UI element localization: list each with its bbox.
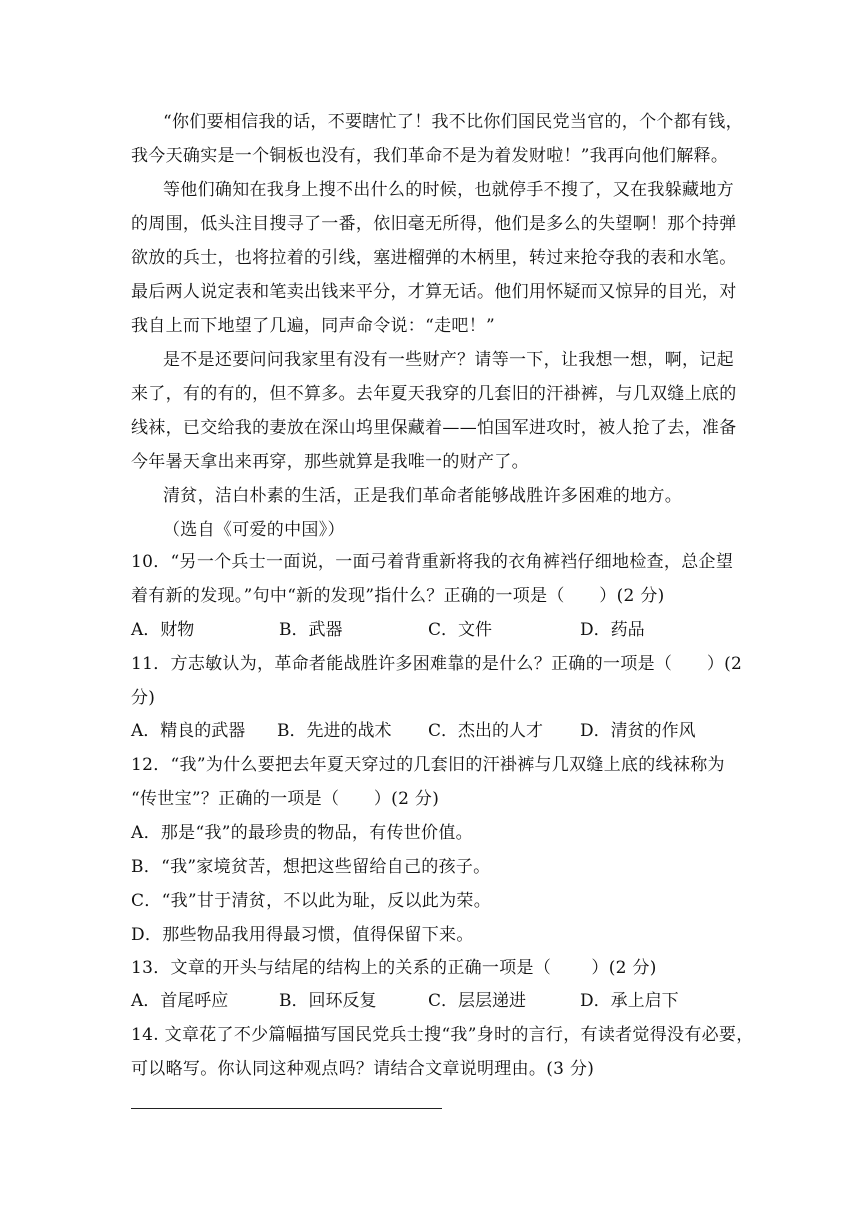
passage-paragraph-2-line-3: 欲放的兵士，也将拉着的引线，塞进榴弹的木柄里，转过来抢夺我的表和水笔。 (131, 248, 737, 268)
answer-blank-line (131, 1108, 442, 1109)
passage-paragraph-3-line-3: 线袜，已交给我的妻放在深山坞里保藏着——怕国军进攻时，被人抢了去，准备 (131, 418, 737, 438)
passage-paragraph-2-line-5: 我自上而下地望了几遍，同声命令说：“走吧！” (131, 316, 495, 336)
question-10-option-c: C．文件 (428, 620, 493, 640)
question-10-line-1: 10．“另一个兵士一面说，一面弓着背重新将我的衣角裤裆仔细地检查，总企望 (131, 552, 734, 572)
question-11-option-a: A．精良的武器 (131, 721, 246, 741)
question-13-option-b: B．回环反复 (279, 991, 377, 1011)
passage-paragraph-2-line-2: 的周围，低头注目搜寻了一番，依旧毫无所得，他们是多么的失望啊！那个持弹 (131, 214, 737, 234)
question-13-option-d: D．承上启下 (580, 991, 679, 1011)
passage-paragraph-2-line-1: 等他们确知在我身上搜不出什么的时候，也就停手不搜了，又在我躲藏地方 (163, 180, 734, 200)
question-11-line-2: 分) (131, 688, 156, 708)
question-12-line-2: “传世宝”？正确的一项是（ ）(2 分) (131, 789, 440, 809)
question-11-option-c: C．杰出的人才 (428, 721, 544, 741)
passage-source: （选自《可爱的中国》） (163, 520, 345, 540)
question-14-line-2: 可以略写。你认同这种观点吗？请结合文章说明理由。(3 分) (131, 1059, 595, 1079)
question-12-option-c: C．“我”甘于清贫，不以此为耻，反以此为荣。 (131, 891, 491, 911)
passage-paragraph-3-line-4: 今年暑天拿出来再穿，那些就算是我唯一的财产了。 (131, 452, 529, 472)
question-11-option-b: B．先进的战术 (277, 721, 392, 741)
question-12-option-d: D．那些物品我用得最习惯，值得保留下来。 (131, 925, 474, 945)
passage-paragraph-3-line-1: 是不是还要问问我家里有没有一些财产？请等一下，让我想一想，啊，记起 (163, 350, 734, 370)
passage-paragraph-2-line-4: 最后两人说定表和笔卖出钱来平分，才算无话。他们用怀疑而又惊异的目光，对 (131, 282, 737, 302)
passage-paragraph-1-line-1: “你们要相信我的话，不要瞎忙了！我不比你们国民党当官的，个个都有钱， (163, 112, 743, 132)
question-10-option-b: B．武器 (279, 620, 343, 640)
question-13-option-a: A．首尾呼应 (131, 991, 229, 1011)
passage-paragraph-1-line-2: 我今天确实是一个铜板也没有，我们革命不是为着发财啦！”我再向他们解释。 (131, 146, 729, 166)
question-11-option-d: D．清贫的作风 (580, 721, 696, 741)
passage-paragraph-3-line-2: 来了，有的有的，但不算多。去年夏天我穿的几套旧的汗褂裤，与几双缝上底的 (131, 384, 737, 404)
question-12-line-1: 12．“我”为什么要把去年夏天穿过的几套旧的汗褂裤与几双缝上底的线袜称为 (131, 755, 725, 775)
question-12-option-b: B．“我”家境贫苦，想把这些留给自己的孩子。 (131, 857, 491, 877)
question-12-option-a: A．那是“我”的最珍贵的物品，有传世价值。 (131, 823, 473, 843)
question-13-line-1: 13．文章的开头与结尾的结构上的关系的正确一项是（ ）(2 分) (131, 958, 657, 978)
question-10-option-a: A．财物 (131, 620, 195, 640)
question-14-line-1: 14. 文章花了不少篇幅描写国民党兵士搜“我”身时的言行，有读者觉得没有必要， (131, 1025, 754, 1045)
question-13-option-c: C．层层递进 (428, 991, 527, 1011)
question-10-line-2: 着有新的发现。”句中“新的发现”指什么？正确的一项是（ ）(2 分) (131, 586, 665, 606)
question-10-option-d: D．药品 (580, 620, 645, 640)
question-11-line-1: 11．方志敏认为，革命者能战胜许多困难靠的是什么？正确的一项是（ ）(2 (131, 654, 743, 674)
passage-paragraph-4-line-1: 清贫，洁白朴素的生活，正是我们革命者能够战胜许多困难的地方。 (163, 486, 682, 506)
